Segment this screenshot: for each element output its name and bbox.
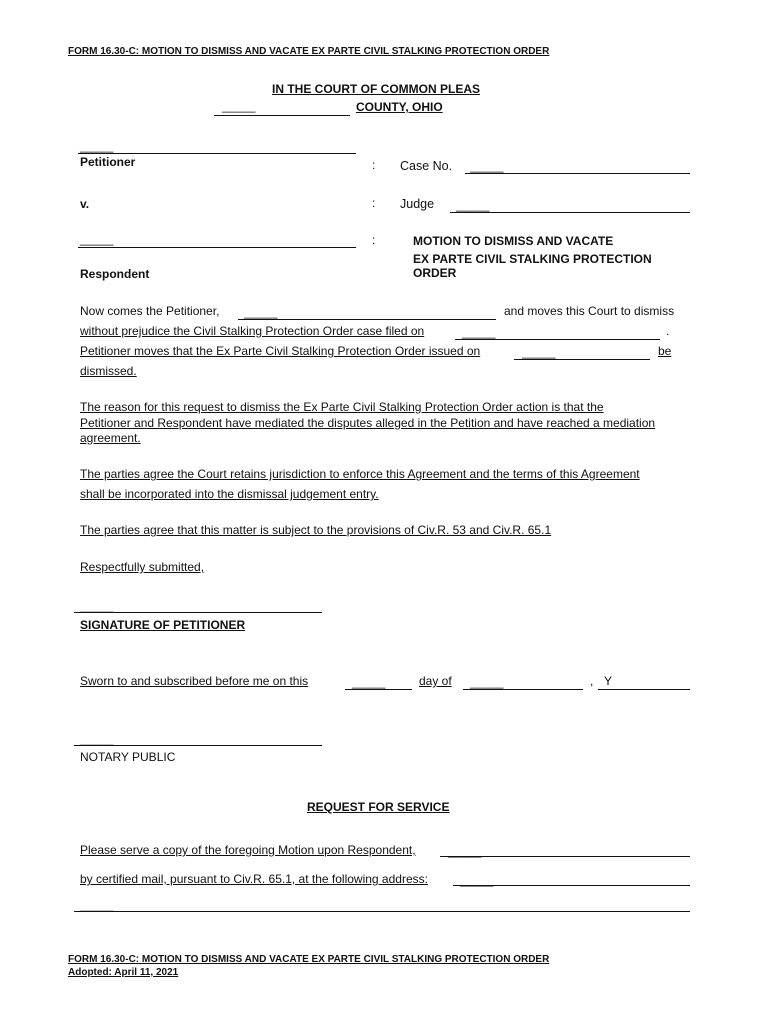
respondent-blank: _____: [80, 232, 114, 246]
p1-text-b: and moves this Court to dismiss: [504, 304, 675, 318]
judge-field[interactable]: [450, 212, 690, 213]
p1-text-d: Petitioner moves that the Ex Parte Civil Stalking Protection Order issued on: [80, 344, 481, 358]
form-title-footer: FORM 16.30-C: MOTION TO DISMISS AND VACATE EX PARTE CIVIL STALKING PROTECTION ORDER: [68, 954, 550, 965]
sworn-month-field[interactable]: [463, 689, 583, 690]
case-no-field[interactable]: [465, 173, 690, 174]
petitioner-blank: _____: [80, 139, 114, 153]
p2-line-2: Petitioner and Respondent have mediated the disputes alleged in the Petition and have reached a mediation: [80, 416, 656, 430]
caption-colon: :: [372, 196, 376, 210]
p3-line-1: The parties agree the Court retains jurisdiction to enforce this Agreement and the terms of this Agreement: [80, 467, 640, 481]
judge-label: Judge: [400, 197, 435, 211]
service-address-field[interactable]: [453, 885, 690, 886]
caption-colon: :: [372, 158, 376, 172]
p1-date-filed-blank: _____: [462, 325, 496, 339]
sworn-year-field[interactable]: [598, 689, 690, 690]
p1-petitioner-blank: _____: [244, 305, 278, 319]
court-title: IN THE COURT OF COMMON PLEAS: [272, 82, 480, 96]
respectfully-submitted: Respectfully submitted,: [80, 560, 205, 574]
case-no-blank: _____: [470, 159, 504, 173]
p1-text-f: dismissed.: [80, 364, 137, 378]
petitioner-label: Petitioner: [80, 155, 136, 169]
p1-petitioner-field[interactable]: [238, 319, 496, 320]
sworn-year-prefix: Y: [604, 674, 613, 688]
county-blank: _____: [222, 99, 256, 113]
service-heading: REQUEST FOR SERVICE: [307, 800, 450, 814]
p1-date-issued-blank: _____: [522, 345, 556, 359]
judge-blank: _____: [456, 198, 490, 212]
county-label: COUNTY, OHIO: [356, 100, 443, 114]
respondent-label: Respondent: [80, 267, 150, 281]
signature-label: SIGNATURE OF PETITIONER: [80, 618, 246, 632]
adopted-date: Adopted: April 11, 2021: [68, 967, 179, 978]
service-address-blank-2: _____: [80, 898, 114, 912]
signature-field[interactable]: [74, 612, 322, 613]
petitioner-name-field[interactable]: [78, 153, 356, 154]
sworn-day-of: day of: [419, 674, 452, 688]
p1-text-c: without prejudice the Civil Stalking Protection Order case filed on: [80, 324, 425, 338]
motion-title-line-3: ORDER: [413, 266, 457, 280]
sworn-month-blank: _____: [470, 675, 504, 689]
form-title-header: FORM 16.30-C: MOTION TO DISMISS AND VACATE EX PARTE CIVIL STALKING PROTECTION ORDER: [68, 46, 550, 57]
service-respondent-blank: _____: [448, 844, 482, 858]
signature-blank: _____: [80, 599, 114, 613]
versus-label: v.: [80, 197, 90, 211]
service-line-2: by certified mail, pursuant to Civ.R. 65.1, at the following address:: [80, 872, 428, 886]
sworn-text: Sworn to and subscribed before me on this: [80, 674, 309, 688]
p4-text: The parties agree that this matter is subject to the provisions of Civ.R. 53 and Civ.R. 65.1: [80, 523, 552, 537]
p1-date-filed-field[interactable]: [455, 339, 660, 340]
p3-line-2: shall be incorporated into the dismissal judgement entry.: [80, 487, 379, 501]
county-field[interactable]: [214, 115, 350, 116]
service-address-blank: _____: [460, 873, 494, 887]
service-respondent-field[interactable]: [440, 856, 690, 857]
p1-text-e: be: [658, 344, 672, 358]
case-no-label: Case No.: [400, 159, 453, 173]
p2-line-1: The reason for this request to dismiss the Ex Parte Civil Stalking Protection Order action is that the: [80, 400, 604, 414]
sworn-day-field[interactable]: [345, 689, 412, 690]
notary-signature-field[interactable]: [74, 745, 322, 746]
notary-blank: _____: [80, 732, 114, 746]
caption-colon: :: [372, 233, 376, 247]
sworn-day-blank: _____: [352, 675, 386, 689]
p1-date-issued-field[interactable]: [514, 359, 650, 360]
p2-line-3: agreement.: [80, 431, 141, 445]
notary-label: NOTARY PUBLIC: [80, 750, 176, 764]
motion-title-line-2: EX PARTE CIVIL STALKING PROTECTION: [413, 252, 652, 266]
p1-period: .: [666, 324, 670, 338]
service-address-field-2[interactable]: [74, 911, 690, 912]
respondent-name-field[interactable]: [78, 247, 356, 248]
sworn-comma: ,: [590, 674, 594, 688]
p1-text-a: Now comes the Petitioner,: [80, 304, 220, 318]
service-line-1: Please serve a copy of the foregoing Motion upon Respondent,: [80, 843, 416, 857]
motion-title-line-1: MOTION TO DISMISS AND VACATE: [413, 234, 614, 248]
